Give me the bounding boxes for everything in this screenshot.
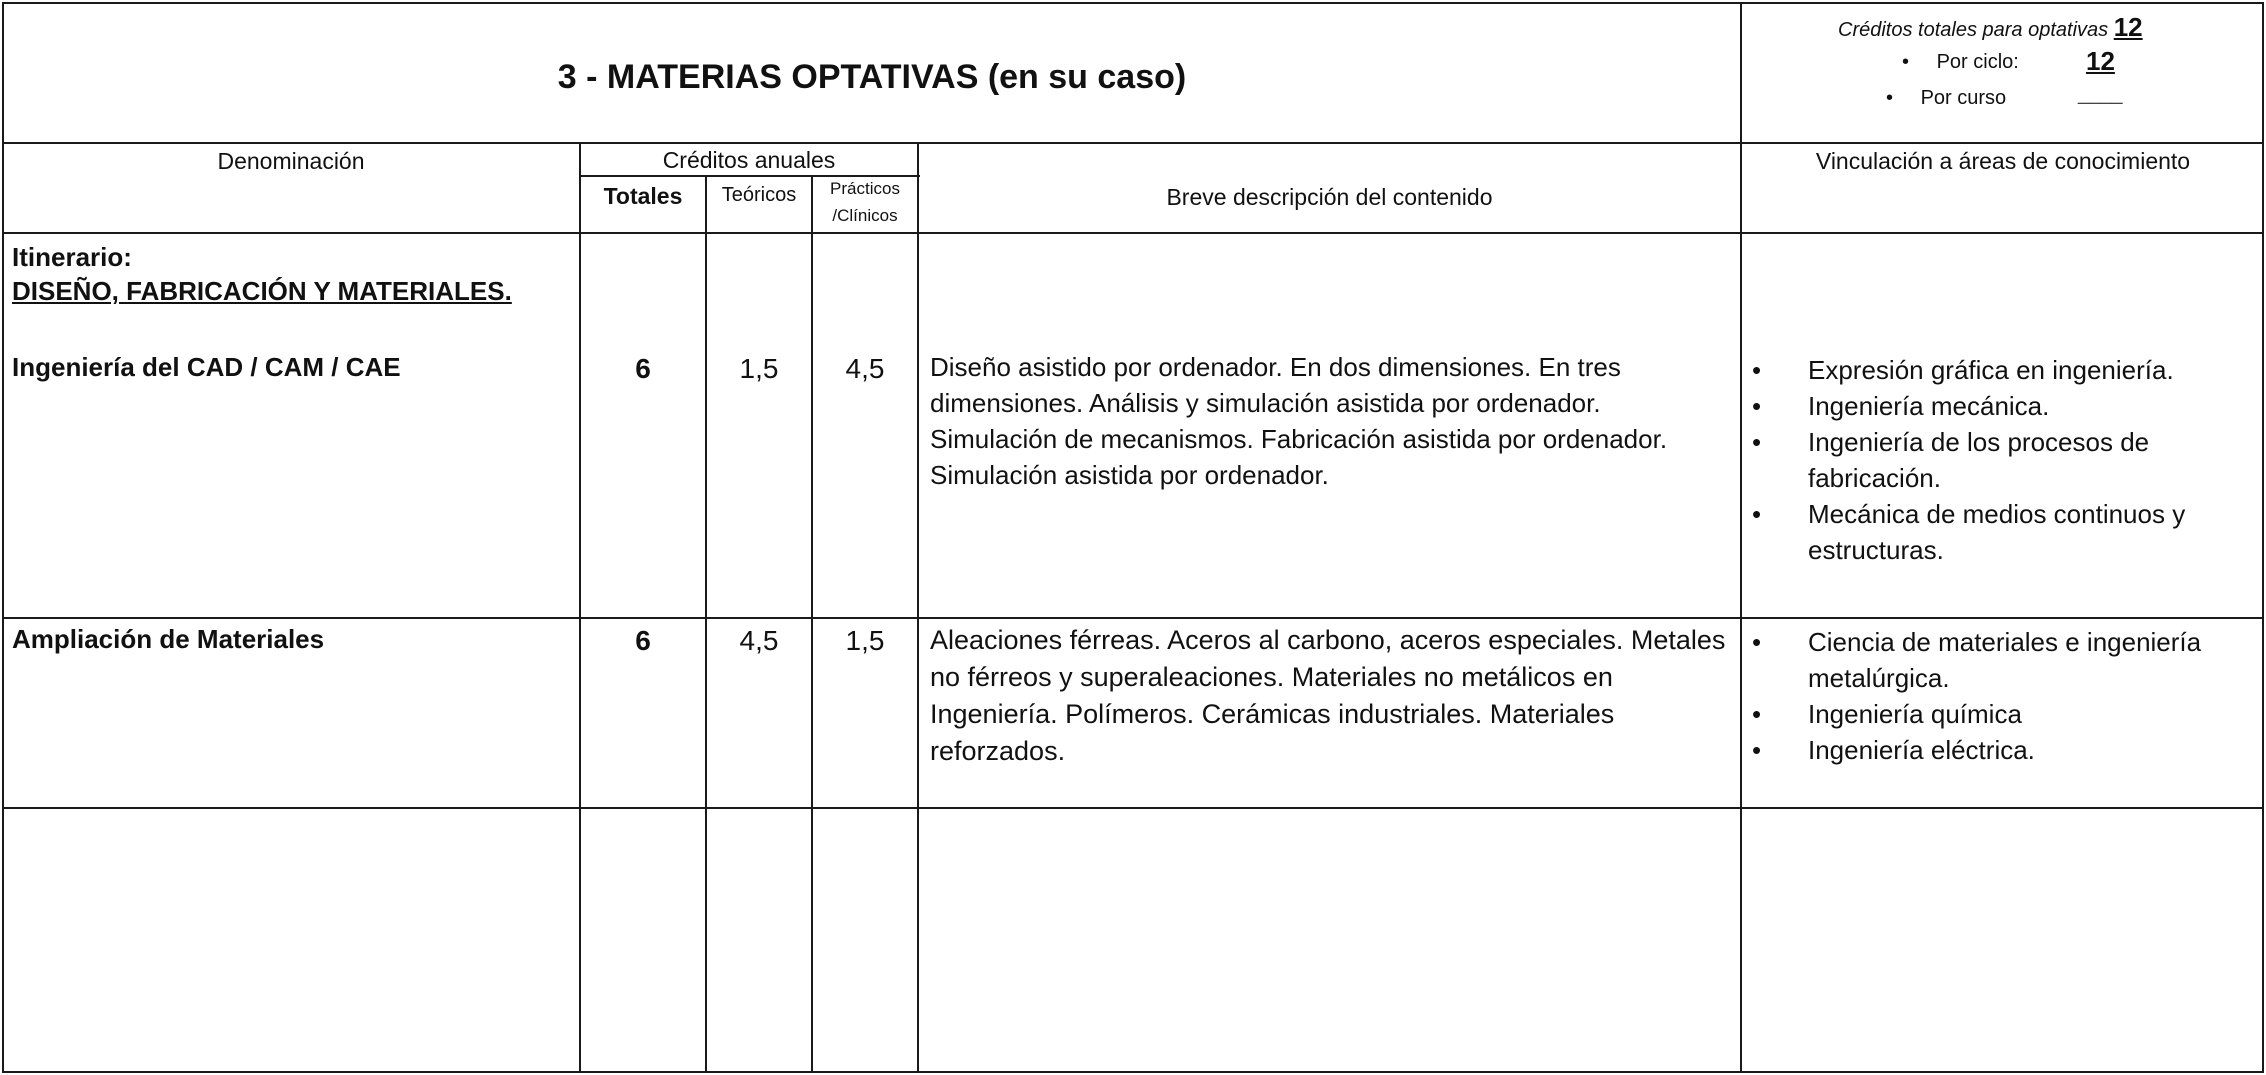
- rule-header-bottom: [2, 142, 2264, 144]
- col-teoricos: Teóricos: [721, 184, 797, 206]
- credits-per-cycle-label: Por ciclo:: [1936, 51, 2019, 73]
- rule-row2-bottom: [2, 807, 2264, 809]
- rule-practicos-right: [917, 142, 919, 1073]
- rule-bottom: [2, 1071, 2264, 1073]
- row-2-totales: 6: [635, 625, 651, 656]
- rule-top: [2, 2, 2264, 4]
- row-2-practicos: 1,5: [845, 625, 885, 656]
- row-1-practicos: 4,5: [845, 353, 885, 384]
- list-item: • Ingeniería química: [1748, 696, 2248, 732]
- rule-column-header-bottom: [2, 232, 2264, 234]
- row-1-teoricos: 1,5: [739, 353, 779, 384]
- list-item: • Mecánica de medios continuos y estructuras.: [1748, 496, 2248, 568]
- row-2-description: Aleaciones férreas. Aceros al carbono, aceros especiales. Metales no férreos y superaleaciones. Materiales no metálicos en Ingeniería. Polímeros. Cerámicas industriales. Materiales reforzados.: [930, 625, 1726, 766]
- list-item: • Ingeniería eléctrica.: [1748, 732, 2248, 768]
- rule-denominacion-right: [579, 142, 581, 1073]
- col-denominacion: Denominación: [217, 148, 365, 174]
- list-item: • Expresión gráfica en ingeniería.: [1748, 352, 2248, 388]
- credits-per-cycle-line: [1902, 50, 2019, 74]
- list-item: • Ingeniería de los procesos de fabricación.: [1748, 424, 2248, 496]
- row-2-name: Ampliación de Materiales: [12, 624, 325, 654]
- col-clinicos: /Clínicos: [832, 206, 898, 225]
- credits-per-course-value: ____: [2078, 83, 2123, 105]
- credits-total-label: Créditos totales para optativas: [1838, 19, 2109, 41]
- credits-per-course-label: Por curso: [1920, 87, 2007, 109]
- itinerary-label: Itinerario:: [12, 242, 132, 272]
- itinerary-name: DISEÑO, FABRICACIÓN Y MATERIALES.: [12, 276, 512, 306]
- bullet-icon: •: [1886, 87, 1894, 109]
- page-title: 3 - MATERIAS OPTATIVAS (en su caso): [557, 58, 1187, 96]
- row-1-name: Ingeniería del CAD / CAM / CAE: [12, 352, 401, 382]
- row-2-teoricos: 4,5: [739, 625, 779, 656]
- optional-subjects-table: [2, 2, 2264, 1073]
- credits-total-line: [1838, 12, 2143, 43]
- credits-per-course-line: [1886, 86, 2006, 110]
- col-vinculacion: Vinculación a áreas de conocimiento: [1815, 148, 2191, 174]
- list-item: • Ingeniería mecánica.: [1748, 388, 2248, 424]
- rule-credits-subheader: [580, 175, 920, 177]
- col-totales: Totales: [603, 183, 683, 209]
- row-1-totales: 6: [635, 353, 651, 384]
- credits-total-value: 12: [2113, 12, 2143, 42]
- rule-row1-bottom: [2, 617, 2264, 619]
- bullet-icon: •: [1902, 51, 1910, 73]
- row-1-areas: [1748, 352, 2248, 568]
- col-practicos: Prácticos: [830, 179, 900, 198]
- row-1-description: Diseño asistido por ordenador. En dos dimensiones. En tres dimensiones. Análisis y simulación asistida por ordenador. Simulación de mecanismos. Fabricación asistida por ordenador. Simulación asistida por ordenador.: [930, 352, 1668, 490]
- row-2-areas: [1748, 624, 2248, 768]
- col-descripcion: Breve descripción del contenido: [1166, 184, 1493, 210]
- col-creditos-anuales: Créditos anuales: [662, 147, 836, 173]
- credits-per-cycle-value: 12: [2086, 46, 2115, 76]
- list-item: • Ciencia de materiales e ingeniería metalúrgica.: [1748, 624, 2248, 696]
